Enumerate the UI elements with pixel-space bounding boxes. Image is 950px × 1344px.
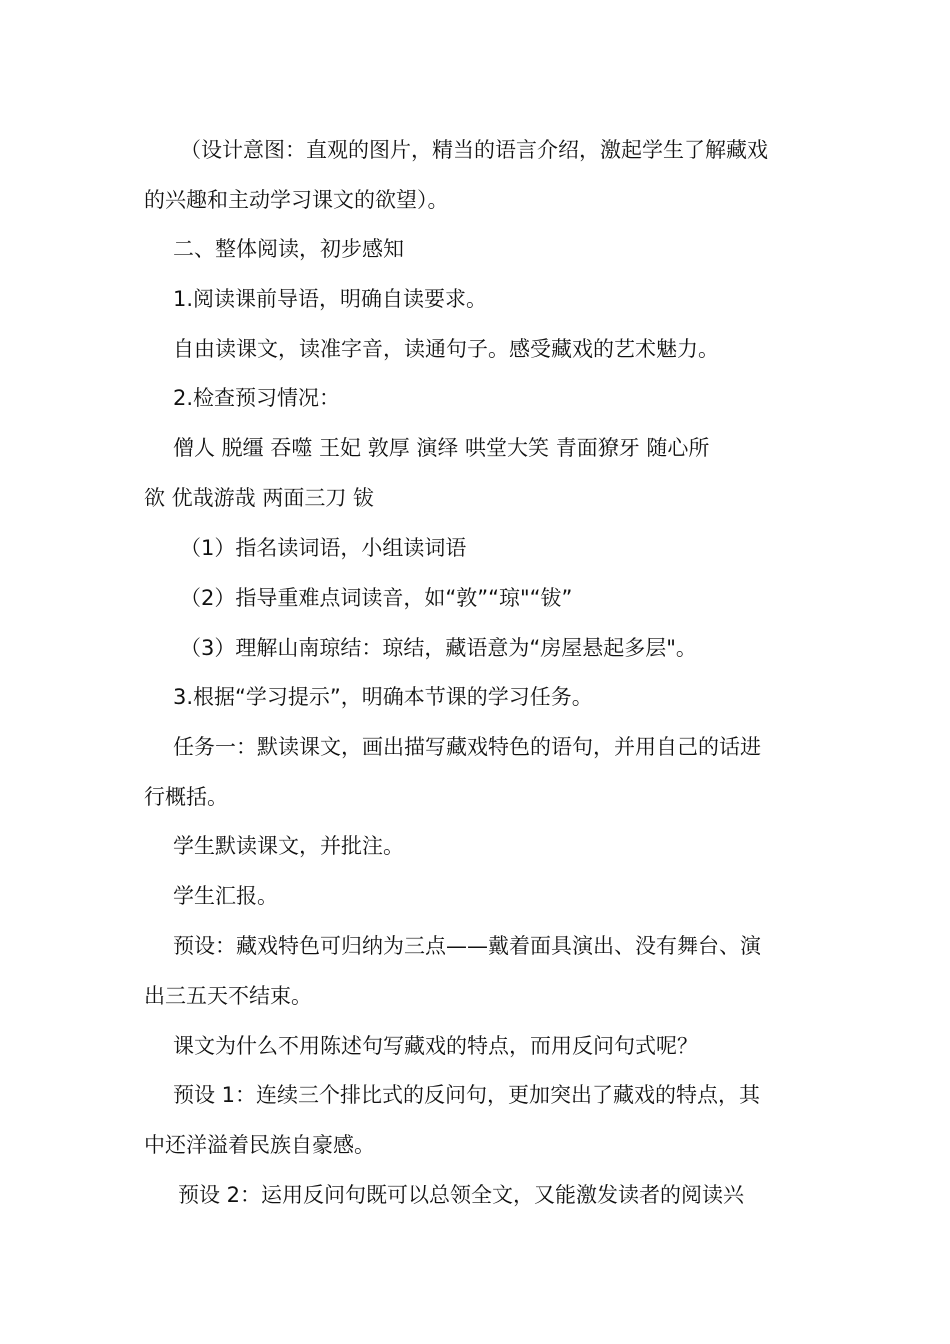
sub-step-2: （2）指导重难点词读音，如“敦”“琼"“钹”	[180, 586, 573, 610]
preset-line-1: 预设：藏戏特色可归纳为三点——戴着面具演出、没有舞台、演	[173, 934, 761, 958]
design-intent-line-1: （设计意图：直观的图片，精当的语言介绍，激起学生了解藏戏	[180, 138, 768, 162]
sub-step-1: （1）指名读词语，小组读词语	[180, 536, 467, 560]
reading-requirement: 自由读课文，读准字音，读通句子。感受藏戏的艺术魅力。	[173, 337, 719, 361]
step-1: 1.阅读课前导语，明确自读要求。	[173, 287, 488, 311]
question-line: 课文为什么不用陈述句写藏戏的特点，而用反问句式呢？	[173, 1034, 698, 1058]
task-one-line-1: 任务一：默读课文，画出描写藏戏特色的语句，并用自己的话进	[173, 735, 761, 759]
task-one-line-2: 行概括。	[144, 785, 228, 809]
preset-1-line-1: 预设 1：连续三个排比式的反问句，更加突出了藏戏的特点，其	[173, 1083, 761, 1107]
step-2: 2.检查预习情况：	[173, 386, 341, 410]
vocabulary-line-2: 欲 优哉游哉 两面三刀 钹	[144, 486, 375, 510]
preset-2-line-1: 预设 2：运用反问句既可以总领全文，又能激发读者的阅读兴	[178, 1183, 745, 1207]
design-intent-line-2: 的兴趣和主动学习课文的欲望）。	[144, 188, 449, 212]
step-3: 3.根据“学习提示”，明确本节课的学习任务。	[173, 685, 593, 709]
preset-1-line-2: 中还洋溢着民族自豪感。	[144, 1133, 375, 1157]
student-reading: 学生默读课文，并批注。	[173, 834, 404, 858]
vocabulary-line-1: 僧人 脱缰 吞噬 王妃 敦厚 演绎 哄堂大笑 青面獠牙 随心所	[173, 436, 710, 460]
student-report: 学生汇报。	[173, 884, 278, 908]
sub-step-3: （3）理解山南琼结：琼结，藏语意为“房屋悬起多层"。	[180, 636, 697, 660]
section-heading: 二、整体阅读，初步感知	[173, 237, 404, 261]
preset-line-2: 出三五天不结束。	[144, 984, 312, 1008]
